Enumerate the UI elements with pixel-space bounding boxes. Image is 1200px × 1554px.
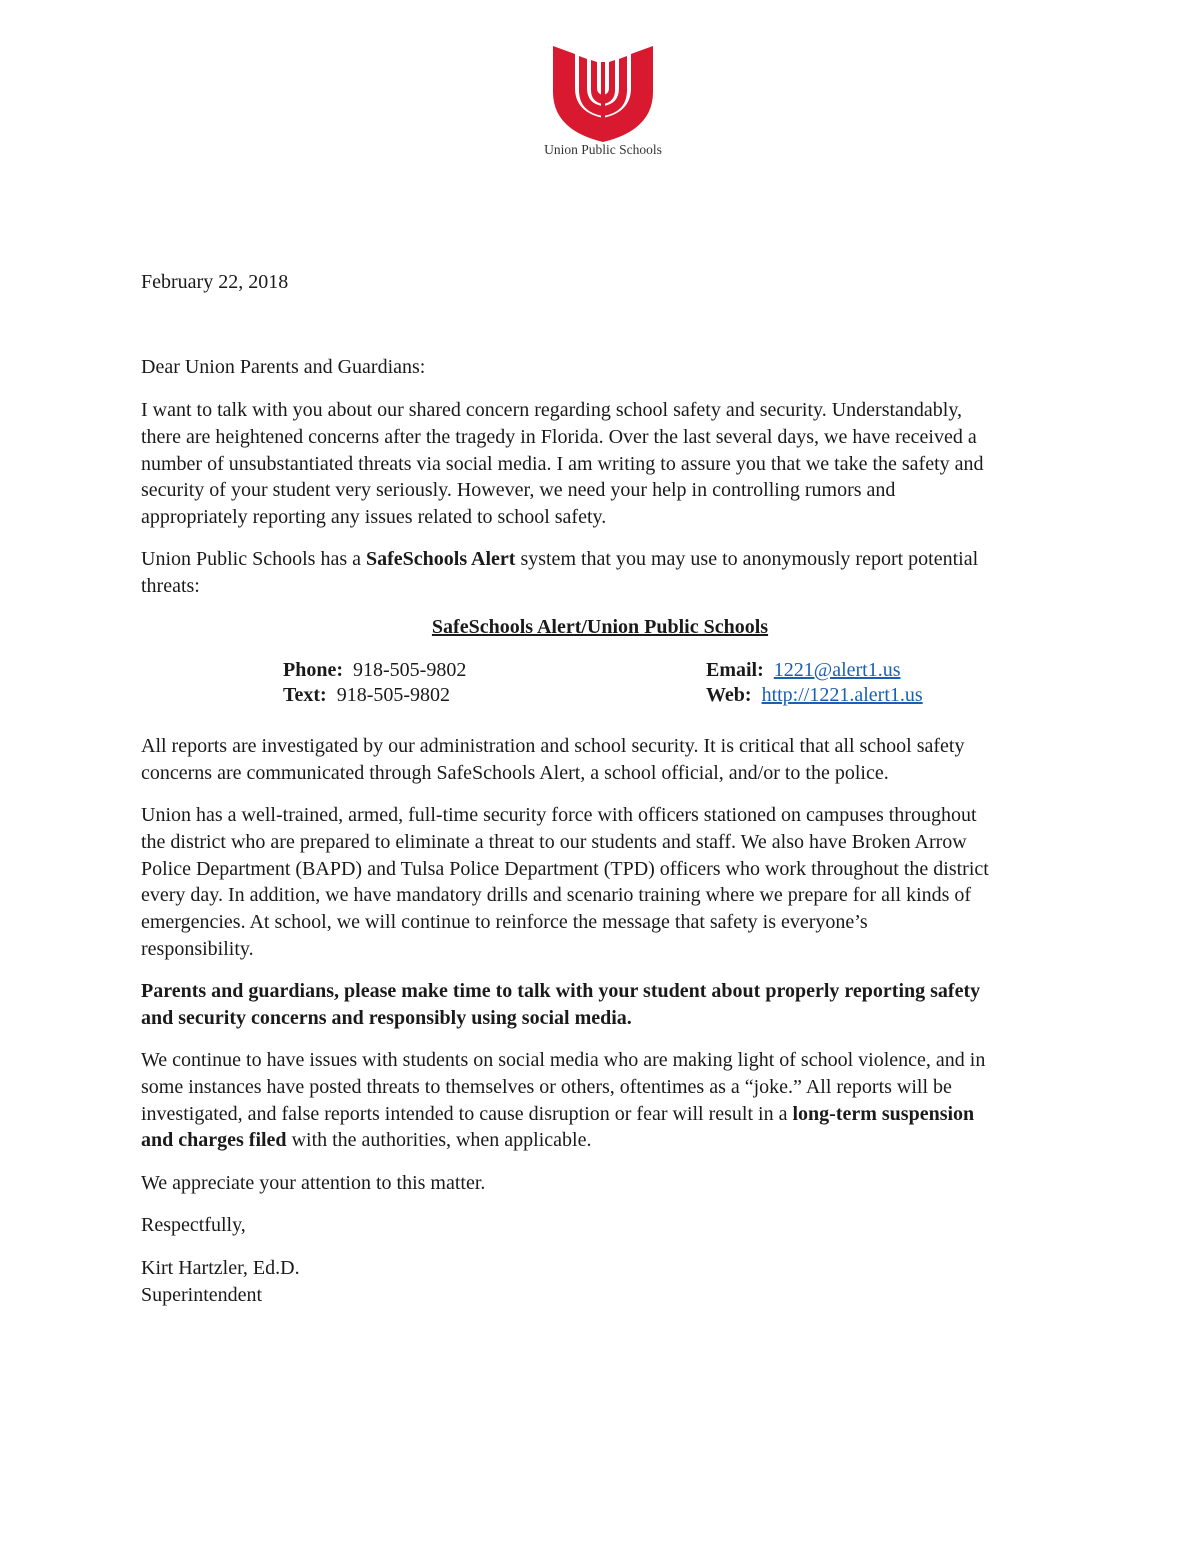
bold-text: and security concerns and responsibly using social media. [141,1006,632,1029]
letter-date: February 22, 2018 [141,271,289,293]
text-segment: All reports are investigated by our administration and school security. It is critical that all school safety [141,735,965,757]
body-paragraph [141,978,980,1032]
text-segment: Union Public Schools has a [141,548,366,570]
text-segment: security of your student very seriously. However, we need your help in controlling rumors and [141,479,896,502]
paragraph-line [141,936,989,963]
text-segment: system that you may use to anonymously report potential [515,548,979,570]
body-paragraph [141,546,978,600]
text-segment: We continue to have issues with students on social media who are making light of school violence, and in [141,1049,986,1071]
body-paragraph [141,1212,246,1239]
text-segment: Police Department (BAPD) and Tulsa Police Department (TPD) officers who work throughout the district [141,857,989,880]
paragraph-line [141,1005,980,1032]
body-paragraph [141,1047,985,1154]
paragraph-line [141,802,989,829]
paragraph-line [141,1101,985,1128]
body-paragraph [141,1170,485,1197]
contact-email-web [706,658,923,708]
union-public-schools-logo [533,42,673,158]
paragraph-line [141,451,984,478]
paragraph-line [141,397,984,424]
paragraph-line [141,1074,985,1101]
text-label: Text: [283,684,327,706]
logo-text: Union Public Schools [544,142,662,157]
text-segment: appropriately reporting any issues related to school safety. [141,506,607,529]
paragraph-line [141,882,989,909]
text-segment: Kirt Hartzler, Ed.D. [141,1257,300,1279]
contact-heading: SafeSchools Alert/Union Public Schools [431,616,769,638]
text-segment: We appreciate your attention to this matter. [141,1172,486,1194]
paragraph-line [141,477,984,504]
bold-text: and charges filed [141,1129,287,1152]
paragraph-line [141,1212,246,1239]
paragraph-line [141,504,984,531]
body-paragraph [141,802,989,963]
web-link[interactable]: http://1221.alert1.us [761,684,923,706]
text-segment: responsibility. [141,937,254,960]
text-segment: the district who are prepared to eliminate a threat to our students and staff. We also have Broken Arrow [141,830,967,853]
web-label: Web: [706,684,752,706]
paragraph-line [141,573,978,600]
paragraph-line [141,909,989,936]
text-segment: concerns are communicated through SafeSchools Alert, a school official, and/or to the police. [141,761,889,784]
text-segment: some instances have posted threats to themselves or others, oftentimes as a “joke.” All reports will be [141,1075,952,1098]
text-value: 918-505-9802 [336,684,451,706]
paragraph-line [141,546,978,573]
bold-text: Parents and guardians, please make time to talk with your student about properly reporting safety [141,980,981,1002]
text-segment: Respectfully, [141,1214,246,1236]
paragraph-line [141,1170,485,1197]
text-segment: I want to talk with you about our shared concern regarding school safety and security. Understandably, [141,399,963,421]
phone-label: Phone: [283,659,343,681]
text-segment: emergencies. At school, we will continue to reinforce the message that safety is everyone’s [141,911,868,934]
paragraph-line [141,829,989,856]
text-segment: number of unsubstantiated threats via social media. I am writing to assure you that we take the safety and [141,452,984,475]
bold-text: long-term suspension [792,1102,975,1125]
paragraph-line [141,733,964,760]
paragraph-line [141,856,989,883]
bold-text: SafeSchools Alert [366,548,516,570]
text-segment: Union has a well-trained, armed, full-time security force with officers stationed on campuses throughout [141,804,977,826]
body-paragraph [141,733,964,787]
body-paragraph [141,397,984,531]
email-link[interactable]: 1221@alert1.us [773,659,901,681]
salutation: Dear Union Parents and Guardians: [141,356,426,378]
logo-emblem-icon [551,42,655,142]
contact-phone-text [283,658,466,708]
paragraph-line [141,760,964,787]
paragraph-line [141,1047,985,1074]
email-label: Email: [706,659,764,681]
text-segment: with the authorities, when applicable. [286,1129,592,1152]
paragraph-line [141,1282,300,1309]
text-segment: investigated, and false reports intended to cause disruption or fear will result in a [141,1102,793,1125]
paragraph-line [141,978,980,1005]
phone-value: 918-505-9802 [353,659,467,681]
text-segment: Superintendent [141,1283,263,1306]
body-paragraph [141,1255,300,1309]
paragraph-line [141,1127,985,1154]
paragraph-line [141,1255,300,1282]
text-segment: there are heightened concerns after the tragedy in Florida. Over the last several days, we have received a [141,425,977,448]
paragraph-line [141,424,984,451]
text-segment: every day. In addition, we have mandatory drills and scenario training where we prepare for all kinds of [141,884,972,907]
text-segment: threats: [141,574,200,597]
